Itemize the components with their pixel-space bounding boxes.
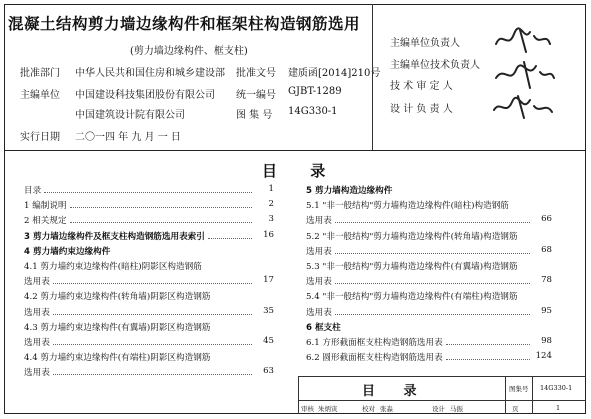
atlas-title: 混凝土结构剪力墙边缘构件和框架柱构造钢筋选用 <box>8 15 361 33</box>
toc-entry: 5.3 "非一般结构"剪力墙构造边缘构件(有翼墙)构造钢筋 <box>306 262 518 272</box>
toc-entry: 4.2 剪力墙约束边缘构件(转角墙)阴影区构造钢筋 <box>24 292 211 303</box>
toc-entry: 5 剪力墙构造边缘构件 <box>306 186 393 196</box>
toc-entry: 2 相关规定 <box>24 216 67 227</box>
signer-label-review: 技 术 审 定 人 <box>390 81 453 92</box>
toc-leader-dots <box>53 374 252 375</box>
toc-entry: 4.1 剪力墙约束边缘构件(暗柱)阴影区构造钢筋 <box>24 262 202 272</box>
impl-date-label: 实行日期 <box>20 132 60 143</box>
toc-entry: 选用表 <box>24 307 50 318</box>
toc-leader-dots <box>70 222 252 223</box>
toc-entry: 选用表 <box>306 277 332 288</box>
toc-entry: 3 剪力墙边缘构件及框支柱构造钢筋选用表索引 <box>24 231 205 242</box>
title-block-page-label: 页 <box>512 405 519 413</box>
title-block-check-label: 校对 <box>362 405 375 413</box>
title-block-atlas-divider <box>505 376 506 414</box>
title-block-review-name: 朱炳寅 <box>318 405 338 413</box>
title-block-top-border <box>298 376 586 377</box>
title-block-atlas-label: 图集号 <box>509 385 529 393</box>
toc-entry: 选用表 <box>306 307 332 318</box>
signer-label-design: 设 计 负 责 人 <box>390 104 453 115</box>
toc-page-number: 2 <box>268 199 274 210</box>
title-block-review-label: 审核 <box>301 405 314 413</box>
toc-entry: 6.2 圆形截面框支柱构造钢筋选用表 <box>306 353 443 364</box>
atlas-subtitle: (剪力墙边缘构件、框支柱) <box>130 46 248 57</box>
signer-label-chief: 主编单位负责人 <box>390 38 460 49</box>
toc-page-number: 35 <box>263 305 274 316</box>
toc-page-number: 3 <box>268 214 274 225</box>
toc-leader-dots <box>208 238 252 239</box>
toc-heading: 目 录 <box>262 162 340 180</box>
signer-label-tech: 主编单位技术负责人 <box>390 60 480 71</box>
toc-entry: 1 编制说明 <box>24 201 67 212</box>
toc-page-number: 45 <box>263 336 274 346</box>
approval-no-label: 批准文号 <box>236 68 276 79</box>
toc-leader-dots <box>53 283 252 284</box>
toc-leader-dots <box>53 314 252 315</box>
toc-entry: 4.3 剪力墙约束边缘构件(有翼墙)阴影区构造钢筋 <box>24 322 211 333</box>
title-block-atlas-value: 14G330-1 <box>540 384 573 392</box>
toc-page-number: 63 <box>263 366 274 377</box>
toc-entry: 选用表 <box>24 368 50 379</box>
header-divider <box>4 150 586 151</box>
toc-leader-dots <box>70 207 252 208</box>
header-vertical-divider <box>372 4 373 150</box>
unified-no-value: GJBT-1289 <box>288 86 342 97</box>
toc-entry: 选用表 <box>306 216 332 227</box>
toc-leader-dots <box>446 359 530 360</box>
toc-entry: 5.1 "非一般结构"剪力墙构造边缘构件(暗柱)构造钢筋 <box>306 201 509 212</box>
handwritten-signatures <box>490 22 560 122</box>
toc-leader-dots <box>335 283 530 284</box>
toc-leader-dots <box>446 344 530 345</box>
toc-entry: 5.4 "非一般结构"剪力墙构造边缘构件(有端柱)构造钢筋 <box>306 292 518 303</box>
title-block-mid-line <box>298 400 586 401</box>
title-block-left-border <box>298 376 299 414</box>
approval-label: 批准部门 <box>20 68 60 79</box>
toc-page-number: 78 <box>541 275 552 286</box>
toc-entry: 6.1 方形截面框支柱构造钢筋选用表 <box>306 338 443 348</box>
title-block-atlas-value-divider <box>532 376 533 414</box>
approval-value: 中华人民共和国住房和城乡建设部 <box>75 68 225 79</box>
editor-value-2: 中国建筑设计院有限公司 <box>75 110 185 121</box>
toc-entry: 目录 <box>24 186 42 196</box>
impl-date-value: 二〇一四 年 九 月 一 日 <box>75 132 181 143</box>
toc-leader-dots <box>335 314 530 315</box>
title-block-title: 目 录 <box>362 384 429 399</box>
toc-page-number: 1 <box>268 184 274 194</box>
toc-entry: 6 框支柱 <box>306 322 341 333</box>
toc-page-number: 124 <box>535 351 552 362</box>
toc-leader-dots <box>335 222 530 223</box>
approval-no-value: 建质函[2014]210号 <box>288 68 381 79</box>
toc-page-number: 66 <box>541 214 552 225</box>
atlas-no-value: 14G330-1 <box>288 106 338 117</box>
title-block-page-value: 1 <box>556 404 561 412</box>
toc-entry: 选用表 <box>306 246 332 257</box>
toc-entry: 5.2 "非一般结构"剪力墙构造边缘构件(转角墙)构造钢筋 <box>306 231 518 242</box>
editor-value-1: 中国建设科技集团股份有限公司 <box>75 90 215 101</box>
toc-leader-dots <box>44 192 252 193</box>
toc-entry: 4 剪力墙约束边缘构件 <box>24 246 111 257</box>
toc-leader-dots <box>335 253 530 254</box>
toc-page-number: 17 <box>263 275 274 286</box>
title-block-design-name: 马振 <box>450 405 463 413</box>
toc-page-number: 95 <box>541 305 552 316</box>
toc-leader-dots <box>53 344 252 345</box>
toc-page-number: 68 <box>541 244 552 255</box>
toc-page-number: 16 <box>263 229 274 240</box>
toc-entry: 选用表 <box>24 338 50 348</box>
toc-page-number: 98 <box>541 336 552 346</box>
title-block-design-label: 设计 <box>432 405 445 413</box>
editor-label: 主编单位 <box>20 90 60 101</box>
toc-entry: 选用表 <box>24 277 50 288</box>
title-block-check-name: 张淼 <box>380 405 393 413</box>
toc-entry: 4.4 剪力墙约束边缘构件(有端柱)阴影区构造钢筋 <box>24 353 211 364</box>
atlas-no-label: 图 集 号 <box>236 110 273 121</box>
unified-no-label: 统一编号 <box>236 90 276 101</box>
